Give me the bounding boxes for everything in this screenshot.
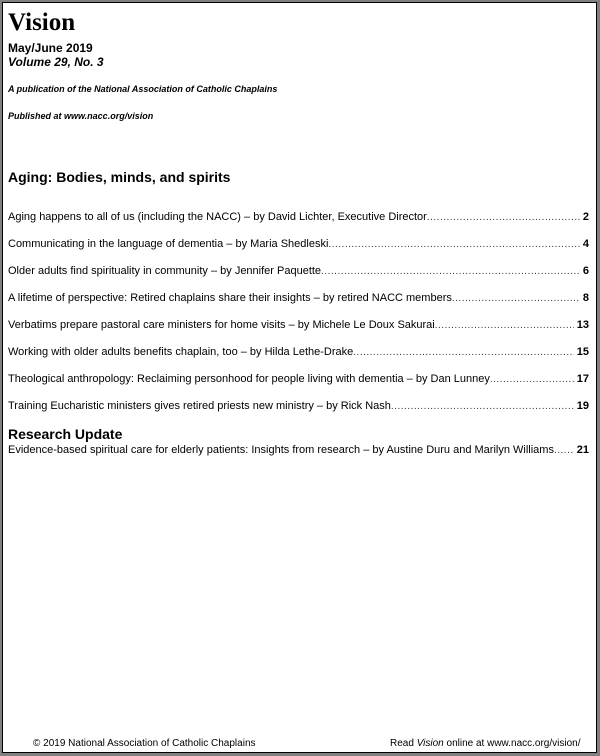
toc-entry[interactable] — [8, 318, 589, 332]
dot-leader — [328, 238, 579, 252]
dot-leader — [321, 265, 580, 279]
toc-entry-title: A lifetime of perspective: Retired chaplains share their insights – by retired NACC members — [8, 292, 452, 304]
read-suffix: online at www.nacc.org/vision/ — [443, 738, 581, 749]
toc-entry-title: Training Eucharistic ministers gives retired priests new ministry – by Rick Nash — [8, 400, 391, 412]
dot-leader — [427, 211, 580, 225]
toc-entry[interactable] — [8, 237, 589, 251]
toc-entry-page: 21 — [576, 444, 589, 456]
toc-entry-title: Evidence-based spiritual care for elderly patients: Insights from research – by Austine Duru and Marilyn Williams — [8, 444, 554, 456]
masthead-title: Vision — [8, 9, 76, 36]
dot-leader — [554, 444, 574, 458]
dot-leader — [435, 319, 574, 333]
toc-entry-title: Theological anthropology: Reclaiming personhood for people living with dementia – by Dan Lunney — [8, 373, 490, 385]
research-toc-entry[interactable] — [8, 443, 589, 457]
section-title: Aging: Bodies, minds, and spirits — [8, 169, 231, 185]
toc-entry-title: Working with older adults benefits chaplain, too – by Hilda Lethe-Drake — [8, 346, 354, 358]
toc-entry-page: 19 — [576, 400, 589, 412]
read-title: Vision — [416, 738, 444, 749]
dot-leader — [353, 346, 573, 360]
toc-entry-page: 15 — [576, 346, 589, 358]
toc-entry-title: Communicating in the language of dementia – by Maria Shedleski — [8, 238, 329, 250]
toc-entry[interactable] — [8, 264, 589, 278]
toc-entry[interactable] — [8, 399, 589, 413]
toc-entry-page: 17 — [576, 373, 589, 385]
toc-entry[interactable] — [8, 291, 589, 305]
research-update-heading: Research Update — [8, 426, 123, 442]
publisher-line: A publication of the National Association of Catholic Chaplains — [8, 84, 278, 94]
toc-entry-page: 2 — [582, 211, 589, 223]
document-page — [2, 2, 597, 753]
published-at-line: Published at www.nacc.org/vision — [8, 111, 154, 121]
toc-entry-page: 4 — [582, 238, 589, 250]
issue-date: May/June 2019 — [8, 41, 93, 55]
toc-entry[interactable] — [8, 210, 589, 224]
toc-entry-title: Verbatims prepare pastoral care ministers for home visits – by Michele Le Doux Sakurai — [8, 319, 435, 331]
dot-leader — [490, 373, 574, 387]
copyright-notice: © 2019 National Association of Catholic Chaplains — [33, 738, 256, 749]
toc-entry-title: Older adults find spirituality in community – by Jennifer Paquette — [8, 265, 322, 277]
dot-leader — [452, 292, 580, 306]
toc-entry-page: 13 — [576, 319, 589, 331]
toc-entry[interactable] — [8, 345, 589, 359]
read-online-notice — [390, 738, 580, 749]
toc-entry-page: 8 — [582, 292, 589, 304]
issue-volume: Volume 29, No. 3 — [8, 55, 104, 69]
read-prefix: Read — [390, 738, 417, 749]
toc-entry-title: Aging happens to all of us (including the NACC) – by David Lichter, Executive Director — [8, 211, 427, 223]
toc-entry-page: 6 — [582, 265, 589, 277]
toc-entry[interactable] — [8, 372, 589, 386]
dot-leader — [391, 400, 574, 414]
